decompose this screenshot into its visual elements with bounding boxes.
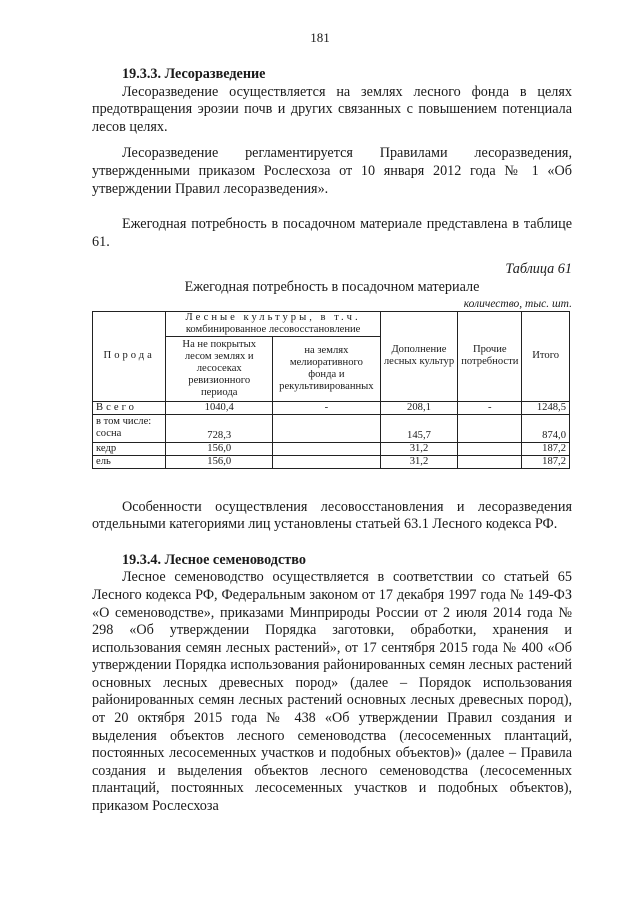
paragraph: Лесное семеноводство осуществляется в соответствии со статьей 65 Лесного кодекса РФ, Федеральным законом от 17 декабря 1997 года № 149-ФЗ «О семеноводстве», приказами Минприроды России от 2 июля 2014 года № 298 «Об утверждении Порядка заготовки, обработки, хранения и использования семян лесных растений», от 17 сентября 2015 года № 400 «Об утверждении Порядка использования районированных семян лесных растений основных лесных древесных пород» (далее – Порядок использования районированных семян лесных растений основных лесных древесных пород), от 20 октября 2015 года № 438 «Об утверждении Правил создания и выделения объектов лесного семеноводства (лесосеменных плантаций, постоянных лесосеменных участков и подобных объектов)» (далее – Правила создания и выделения объектов лесного семеноводства (лесосеменных плантаций, постоянных лесосеменных участков и подобных объектов), приказом Рослесхоза	[92, 569, 572, 815]
table-title: Ежегодная потребность в посадочном материале	[184, 278, 480, 295]
paragraph: Ежегодная потребность в посадочном материале представлена в таблице 61.	[92, 216, 572, 250]
cell-total: 874,0	[522, 414, 570, 442]
header-total: Итого	[522, 311, 570, 401]
section-heading-seed-production: 19.3.4. Лесное семеноводство	[122, 551, 306, 568]
cell-reclaimed	[273, 414, 381, 442]
cell-reclaimed: -	[273, 401, 381, 414]
cell-total: 187,2	[522, 455, 570, 468]
table-row	[93, 414, 570, 442]
header-supplement: Дополнение лесных культур	[380, 311, 457, 401]
paragraph: Лесоразведение регламентируется Правилами лесоразведения, утвержденными приказом Рослесхоза от 10 января 2012 года № 1 «Об утверждении Правил лесоразведения».	[92, 145, 572, 197]
header-uncovered: На не покрытых лесом землях и лесосеках ревизионного периода	[166, 336, 273, 401]
cell-supplement: 208,1	[380, 401, 457, 414]
cell-other	[458, 442, 522, 455]
header-other: Прочие потребности	[458, 311, 522, 401]
cell-total: 187,2	[522, 442, 570, 455]
header-forest-cultures: Лесные культуры, в т.ч. комбинированное лесовосстановление	[166, 311, 380, 336]
table-label: Таблица 61	[505, 261, 572, 278]
cell-breed: в том числе: сосна	[93, 414, 166, 442]
paragraph: Лесоразведение осуществляется на землях лесного фонда в целях предотвращения эрозии почв и других связанных с повышением потенциала лесов целях.	[92, 83, 572, 135]
cell-reclaimed	[273, 442, 381, 455]
cell-breed: ель	[93, 455, 166, 468]
cell-uncovered: 156,0	[166, 442, 273, 455]
table-row	[93, 442, 570, 455]
table-header-row	[93, 311, 570, 336]
cell-supplement: 145,7	[380, 414, 457, 442]
paragraph: Особенности осуществления лесовосстановления и лесоразведения отдельными категориями лиц установлены статьей 63.1 Лесного кодекса РФ.	[92, 498, 572, 533]
table-row	[93, 401, 570, 414]
cell-total: 1248,5	[522, 401, 570, 414]
table-row	[93, 455, 570, 468]
cell-other	[458, 455, 522, 468]
page-number: 181	[310, 30, 330, 45]
cell-breed: Всего	[93, 401, 166, 414]
header-breed: Порода	[93, 311, 166, 401]
cell-uncovered: 728,3	[166, 414, 273, 442]
cell-supplement: 31,2	[380, 455, 457, 468]
cell-uncovered: 1040,4	[166, 401, 273, 414]
cell-uncovered: 156,0	[166, 455, 273, 468]
header-reclaimed: на землях мелиоративного фонда и рекультивированных	[273, 336, 381, 401]
section-heading-afforestation: 19.3.3. Лесоразведение	[122, 66, 266, 82]
table-units: количество, тыс. шт.	[463, 297, 572, 310]
cell-reclaimed	[273, 455, 381, 468]
planting-material-table	[92, 311, 570, 469]
cell-breed: кедр	[93, 442, 166, 455]
cell-other	[458, 414, 522, 442]
cell-other: -	[458, 401, 522, 414]
cell-supplement: 31,2	[380, 442, 457, 455]
page-content	[92, 66, 572, 816]
